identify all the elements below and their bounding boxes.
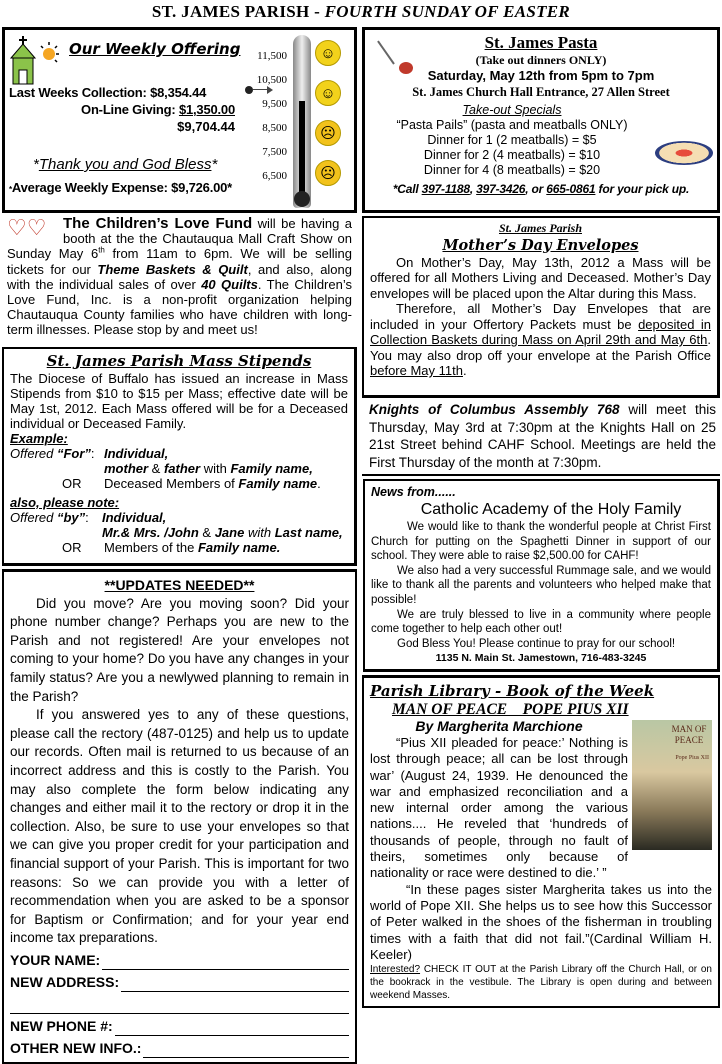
collection-row: Last Weeks Collection: $8,354.44 [9,85,207,100]
mothers-heading: Mother’s Day Envelopes [442,236,639,254]
offering-heading: Our Weekly Offering [69,40,241,58]
new-phone-field[interactable]: NEW PHONE #: [10,1014,349,1036]
left-column [2,27,357,1064]
example-label: Example: [10,431,68,446]
news-address: 1135 N. Main St. Jamestown, 716-483-3245 [435,652,647,665]
library-paragraph-3: Interested? CHECK IT OUT at the Parish Library off the Church Hall, or on the bookrack in the vestibule. The Library is open during and between weekend Masses. [370,964,712,1002]
hearts-icon: ♡♡ [7,215,47,240]
fork-meatball-icon [379,36,419,76]
knights-section: Knights of Columbus Assembly 768 will meet this Thursday, May 3rd at 7:30pm at the Knights Hall on 25 21st Street behind CAHF School. Meetings are held the First Thursday of the month at 7:30pm. [369,402,716,470]
divider [362,474,720,476]
stipends-heading: St. James Parish Mass Stipends [46,352,312,370]
library-paragraph-2: “In these pages sister Margherita takes us into the world of Pope XII. She helps us to see how this Successor of Peter walked in the shoes of the fisherman in troubling times with a faith that did not fail.”(Cardinal William H. Keeler) [370,881,712,962]
note-label: also, please note: [10,495,120,510]
mothers-day-box [362,216,720,398]
mass-stipends-box [2,347,357,566]
news-paragraph-1: We would like to thank the wonderful people at Christ First Church for putting on the Spaghetti Dinner in support of our school. They were able to raise $2,500.00 for CAHF! [371,521,711,563]
weekly-offering-box [2,27,357,213]
right-column [362,27,720,1008]
pasta-box [362,27,720,213]
offering-total: $9,704.44 [177,119,235,134]
love-fund-section: ♡♡ The Children’s Love Fund will be having a booth at the the Chautauqua Mall Craft Show on Sunday May 6th from 11am to 6pm. We will be selling tickets for our Theme Baskets & Quilt, and also, along with the individual sales of over 40 Quilts. The Children’s Love Fund, Inc. is a non-profit organization helping Chautauqua County families who have children with long-term illnesses. Please stop by and meet us! [7,215,352,338]
book-cover-image: MAN OF PEACE Pope Pius XII [632,720,712,850]
page-title: ST. JAMES PARISH - FOURTH SUNDAY OF EASTER [151,2,571,21]
mothers-kicker: St. James Parish [498,221,582,235]
phone-link[interactable]: 397-1188 [421,182,470,196]
news-heading: Catholic Academy of the Holy Family [420,501,682,518]
book-title: MAN OF PEACE POPE PIUS XII [392,700,629,718]
pasta-specials-row [369,103,713,178]
mothers-paragraph-1: On Mother’s Day, May 13th, 2012 a Mass will be offered for all Mothers Living and Deceased. Mother’s Day envelopes will be placed upon the Altar during this Mass. [370,254,711,301]
news-paragraph-3: We are truly blessed to live in a community where people come together to help each other out! [371,608,711,636]
church-icon [9,36,61,86]
thermometer-scale: 11,500 10,500 9,500 8,500 7,500 6,500 [256,50,287,182]
book-author: By Margherita Marchione [415,717,583,734]
offered-by-line3: OR Members of the Family name. [62,540,281,555]
updates-box [2,569,357,1064]
thermometer [293,35,311,208]
news-paragraph-4: God Bless You! Please continue to pray for our school! [397,637,676,650]
offered-for-line3: OR Deceased Members of Family name. [62,476,321,491]
thermometer-fill [299,101,305,198]
news-kicker: News from...... [371,485,456,499]
mothers-paragraph-2: Therefore, all Mother’s Day Envelopes that are included in your Offertory Packets must be deposited in Collection Baskets during Mass on April 29th and May 6th. You may also drop off your envelope at the Parish Office before May 11th. [370,301,711,378]
smile-face-icon: ☺ [315,80,341,106]
frown-face-icon: ☹ [315,120,341,146]
offered-for-row: Offered “For”: Individual, [10,446,169,461]
offered-by-line2: Mr.& Mrs. /John & Jane with Last name, [102,525,343,540]
pasta-specials: Take-out Specials “Pasta Pails” (pasta and meatballs ONLY) Dinner for 1 (2 meatballs) = $5 Dinner for 2 (4 meatballs) = $10 Dinner for 4 (8 meatballs) = $20 [396,103,628,177]
your-name-field[interactable]: YOUR NAME: [10,948,349,970]
pointer-arrow-icon [245,86,275,94]
offered-by-row: Offered “by”: Individual, [10,510,167,525]
pasta-call-line: *Call 397-1188, 397-3426, or 665-0861 for your pick up. [392,182,690,196]
big-smile-face-icon: ☺ [315,40,341,66]
news-paragraph-2: We also had a very successful Rummage sale, and we would like to thank all the parents and volunteers who helped make that possible! [371,564,711,606]
address-line-2[interactable] [10,992,349,1014]
library-paragraph-1: “Pius XII pleaded for peace:’ Nothing is lost through peace; all can be lost through war’ (August 24, 1939. He denounced the war and emphasized reconciliation and a new internal order among the various nations.... He reveled that ‘hundreds of thousands of people, through no fault of theirs, sometimes only because of nationality or race were destined to die.’ ” [370,734,628,881]
library-box [362,675,720,1008]
thanks-text: *Thank you and God Bless* [33,156,218,173]
stipends-body: The Diocese of Buffalo has issued an increase in Mass Stipends from $10 to $15 per Mass; effective date will be May 1st, 2012. Each Mass offered will be for a Deceased individual or Deceased Family. [10,371,348,431]
average-expense: *Average Weekly Expense: $9,726.00* [9,180,233,195]
online-row: On-Line Giving: $1,350.00 [81,102,235,117]
news-box [363,479,720,672]
faces-column [315,40,341,186]
phone-link[interactable]: 397-3426 [476,182,526,196]
sad-face-icon: ☹ [315,160,341,186]
updates-paragraph-1: Did you move? Are you moving soon? Did your phone number change? Perhaps you are new to the Parish and not registered! Are your envelopes not coming to your home? Do you have any changes in your family status? Are you a newlywed planning to remain in the Parish? [10,595,349,704]
spaghetti-plate-icon [655,141,713,165]
library-heading: Parish Library - Book of the Week [370,681,655,700]
other-info-field[interactable]: OTHER NEW INFO.: [10,1036,349,1058]
updates-heading: **UPDATES NEEDED** [104,577,255,593]
offered-for-line2: mother & father with Family name, [104,461,313,476]
pasta-header: St. James Pasta (Take out dinners ONLY) Saturday, May 12th from 5pm to 7pm St. James Church Hall Entrance, 27 Allen Street [412,33,670,99]
updates-paragraph-2: If you answered yes to any of these questions, please call the rectory (487-0125) and help us to update our records. Often mail is returned to us because of an incorrect address and this is costly to the Parish. You may also complete the form below indicating any changes and either mail it to the rectory or drop it in the collection. Also, be sure to use your envelopes so that we can give you proper credit for your participation and financial support of your Parish. This is important for two reasons: So we can provide you with a letter of recommendation when you are asked to be a sponsor for Baptism or Confirmation; and for your year end income tax preparations. [10,707,349,946]
new-address-field[interactable]: NEW ADDRESS: [10,970,349,992]
phone-link[interactable]: 665-0861 [546,182,596,196]
